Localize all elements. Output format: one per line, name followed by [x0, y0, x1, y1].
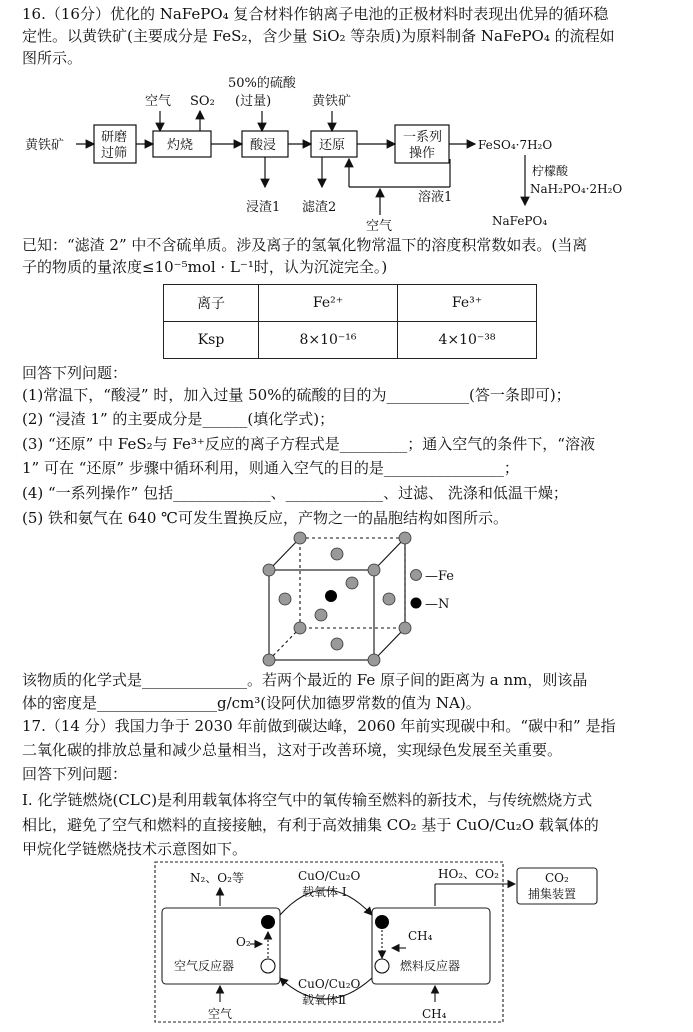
q16-sub4: (4) “一系列操作” 包括_____________、_____________、过滤、 洗涤和低温干燥；: [22, 484, 568, 502]
flow-pyrite-in: 黄铁矿: [312, 94, 352, 109]
clc-carrier2-a: CuO/Cu₂O: [298, 977, 361, 991]
flow-box-sieve: 过筛: [101, 146, 128, 161]
q16-sub1: (1)常温下，“酸浸” 时，加入过量 50%的硫酸的目的为___________(答一条即可)；: [22, 386, 571, 404]
clc-reduced-right: [375, 959, 389, 973]
q16-sub5: (5) 铁和氨气在 640 ℃可发生置换反应，产物之一的晶胞结构如图所示。: [22, 509, 508, 527]
flow-box-reduce: 还原: [319, 138, 346, 153]
flow-box-grind: 研磨: [101, 130, 128, 145]
clc-capture-a: CO₂: [545, 871, 569, 885]
q16-header-line1: 16.（16分）优化的 NaFePO₄ 复合材料作钠离子电池的正极材料时表现出优异的循环稳: [22, 5, 609, 23]
clc-diagram: [150, 860, 610, 1028]
flow-air-top: 空气: [145, 94, 172, 109]
q17-line6: 甲烷化学链燃烧技术示意图如下。: [22, 840, 248, 858]
clc-fuel-reactor: 燃料反应器: [400, 959, 461, 973]
clc-air-bottom: 空气: [208, 1007, 233, 1021]
legend-n: —N: [425, 597, 450, 612]
q17-line2: 二氧化碳的排放总量和减少总量相当，这对于改善环境，实现绿色发展至关重要。: [22, 741, 563, 759]
ksp-header-fe2: Fe²⁺: [259, 285, 398, 322]
clc-oxidized-right: [375, 915, 389, 929]
clc-oxidized-left: [261, 915, 275, 929]
q16-known-line1: 已知：“滤渣 2” 中不含硫单质。涉及离子的氢氧化物常温下的溶度积常数如表。(当离: [22, 236, 588, 254]
clc-air-reactor: 空气反应器: [174, 959, 235, 973]
flow-final: NaFePO₄: [492, 214, 548, 228]
q16-sub3b: 1” 可在 “还原” 步骤中循环利用，则通入空气的目的是________________；: [22, 459, 519, 477]
q17-line4: I. 化学链燃烧(CLC)是利用载氧体将空气中的氧传输至燃料的新技术，与传统燃烧方式: [22, 791, 593, 809]
clc-out-left: N₂、O₂等: [190, 871, 244, 885]
ksp-row-label: Ksp: [164, 322, 259, 359]
flow-box-acid-leach: 酸浸: [250, 138, 277, 153]
flow-start-label: 黄铁矿: [25, 138, 65, 153]
clc-out-right: HO₂、CO₂: [438, 867, 499, 881]
flow-box-roast: 灼烧: [167, 138, 194, 153]
q16-answer-prompt: 回答下列问题：: [22, 364, 128, 382]
q16-header-line2: 定性。以黄铁矿(主要成分是 FeS₂，含少量 SiO₂ 等杂质)为原料制备 NaFePO₄ 的流程如: [22, 27, 615, 45]
flow-acid-label-a: 50%的硫酸: [228, 76, 296, 91]
q16-sub2: (2) “浸渣 1” 的主要成分是______(填化学式)；: [22, 410, 335, 428]
q17-line5: 相比，避免了空气和燃料的直接接触，有利于高效捕集 CO₂ 基于 CuO/Cu₂O 载氧体的: [22, 816, 599, 834]
flow-product1: FeSO₄·7H₂O: [478, 138, 553, 152]
flow-solution1: 溶液1: [418, 190, 453, 205]
clc-o2: O₂: [236, 935, 251, 949]
flow-reagent-b: NaH₂PO₄·2H₂O: [530, 182, 623, 196]
q16-crystal-line1: 该物质的化学式是______________。若两个最近的 Fe 原子间的距离为 a nm，则该晶: [22, 671, 588, 689]
clc-reduced-left: [261, 959, 275, 973]
clc-ch4-in: CH₄: [408, 929, 433, 943]
flow-air-bottom: 空气: [366, 219, 393, 234]
flow-box-ops-a: 一系列: [403, 130, 443, 145]
ksp-value-fe2: 8×10⁻¹⁶: [259, 322, 398, 359]
q17-line1: 17.（14 分）我国力争于 2030 年前做到碳达峰，2060 年前实现碳中和。“碳中和” 是指: [22, 717, 616, 735]
ksp-header-fe3: Fe³⁺: [398, 285, 537, 322]
q17-line3: 回答下列问题：: [22, 765, 128, 783]
q16-crystal-line2: 体的密度是________________g/cm³(设阿伏加德罗常数的值为 NA)。: [22, 694, 481, 712]
unit-cell-figure: [255, 528, 475, 670]
clc-carrier1-a: CuO/Cu₂O: [298, 869, 361, 883]
clc-carrier1-b: 载氧体 Ⅰ: [302, 885, 347, 899]
q16-sub3a: (3) “还原” 中 FeS₂与 Fe³⁺反应的离子方程式是_________；通入空气的条件下，“溶液: [22, 435, 595, 453]
process-flowchart: [20, 75, 670, 235]
q16-header-line3: 图所示。: [22, 49, 83, 67]
ksp-table: [163, 284, 537, 359]
fe-atoms: [263, 532, 411, 666]
flow-reagent-a: 柠檬酸: [532, 164, 569, 178]
flow-residue2: 滤渣2: [302, 200, 337, 215]
ksp-value-fe3: 4×10⁻³⁸: [398, 322, 537, 359]
flow-acid-label-b: (过量): [235, 94, 272, 109]
clc-carrier2-b: 载氧体Ⅱ: [302, 993, 347, 1007]
flow-box-ops-b: 操作: [409, 146, 436, 161]
q16-known-line2: 子的物质的量浓度≤10⁻⁵mol · L⁻¹时，认为沉淀完全。): [22, 258, 388, 276]
clc-capture-b: 捕集装置: [528, 887, 577, 901]
ksp-header-ion: 离子: [164, 285, 259, 322]
clc-ch4-bottom: CH₄: [422, 1007, 447, 1021]
legend-fe: —Fe: [425, 569, 455, 584]
flow-residue1: 浸渣1: [246, 200, 281, 215]
flow-so2-top: SO₂: [190, 94, 215, 109]
n-atom: [325, 590, 337, 602]
